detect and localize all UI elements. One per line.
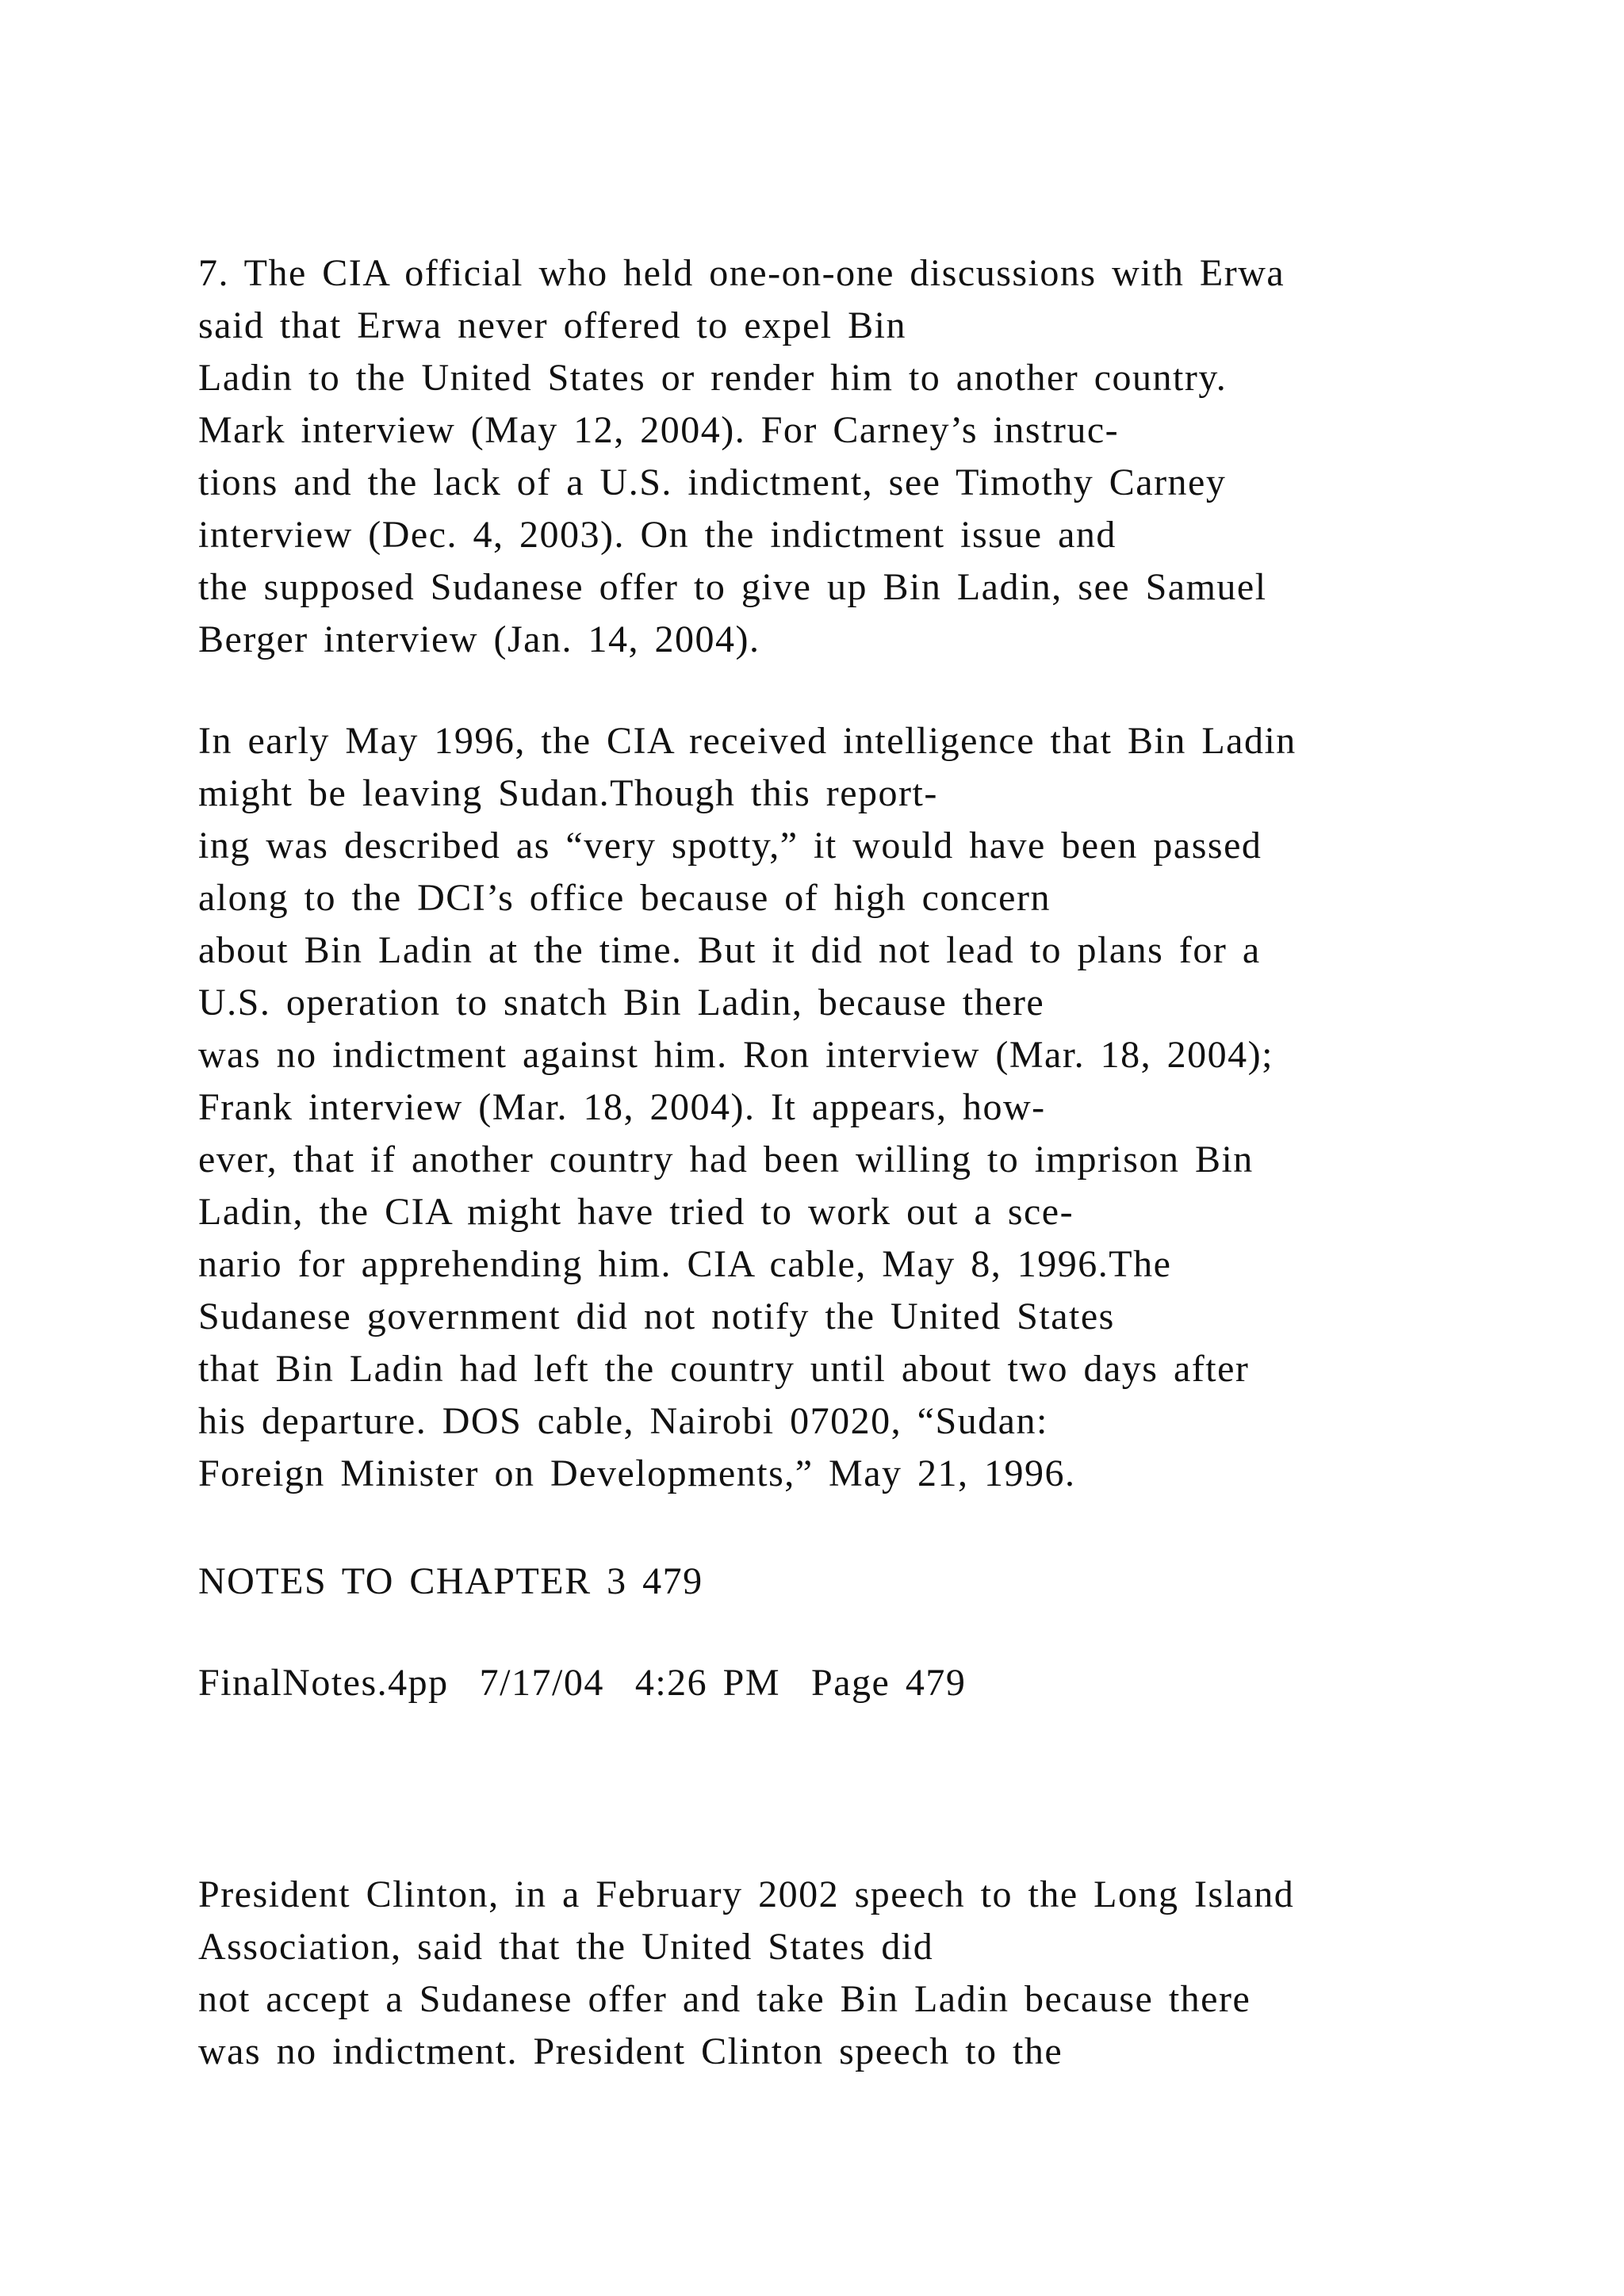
text-line: Ladin, the CIA might have tried to work out a sce- — [198, 1191, 1074, 1233]
text-line: U.S. operation to snatch Bin Ladin, because there — [198, 982, 1045, 1024]
text-line: Berger interview (Jan. 14, 2004). — [198, 618, 760, 660]
text-line: ing was described as “very spotty,” it would have been passed — [198, 825, 1262, 867]
text-line: Frank interview (Mar. 18, 2004). It appears, how- — [198, 1086, 1046, 1128]
text-line: his departure. DOS cable, Nairobi 07020, “Sudan: — [198, 1400, 1048, 1442]
text-line: tions and the lack of a U.S. indictment, see Timothy Carney — [198, 461, 1227, 503]
text-line: ever, that if another country had been willing to imprison Bin — [198, 1138, 1254, 1181]
text-line: President Clinton, in a February 2002 speech to the Long Island — [198, 1873, 1295, 1915]
text-line: interview (Dec. 4, 2003). On the indictment issue and — [198, 514, 1116, 556]
note-paragraph-cia-erwa — [198, 247, 1546, 666]
text-line: Foreign Minister on Developments,” May 21, 1996. — [198, 1452, 1076, 1494]
file-footer — [198, 1657, 1546, 1709]
text-line: Association, said that the United States did — [198, 1926, 934, 1968]
text-line: about Bin Ladin at the time. But it did not lead to plans for a — [198, 929, 1261, 971]
chapter-footer-text: NOTES TO CHAPTER 3 479 — [198, 1560, 703, 1602]
text-line: that Bin Ladin had left the country until about two days after — [198, 1348, 1250, 1390]
note-paragraph-may-1996 — [198, 715, 1546, 1500]
text-line: was no indictment. President Clinton speech to the — [198, 2030, 1063, 2072]
text-line: along to the DCI’s office because of high concern — [198, 877, 1051, 919]
text-line: might be leaving Sudan.Though this report- — [198, 772, 938, 814]
text-line: Ladin to the United States or render him to another country. — [198, 357, 1228, 399]
text-line: In early May 1996, the CIA received intelligence that Bin Ladin — [198, 720, 1297, 762]
text-line: not accept a Sudanese offer and take Bin Ladin because there — [198, 1978, 1251, 2020]
text-line: was no indictment against him. Ron interview (Mar. 18, 2004); — [198, 1034, 1274, 1076]
text-line: the supposed Sudanese offer to give up Bin Ladin, see Samuel — [198, 566, 1267, 608]
text-line: nario for apprehending him. CIA cable, May 8, 1996.The — [198, 1243, 1172, 1285]
file-footer-text: FinalNotes.4pp 7/17/04 4:26 PM Page 479 — [198, 1662, 967, 1704]
chapter-footer — [198, 1556, 1546, 1608]
note-paragraph-clinton — [198, 1869, 1546, 2078]
text-line: 7. The CIA official who held one-on-one discussions with Erwa — [198, 252, 1285, 294]
text-line: Mark interview (May 12, 2004). For Carney’s instruc- — [198, 409, 1120, 451]
text-line: Sudanese government did not notify the United States — [198, 1295, 1115, 1337]
text-line: said that Erwa never offered to expel Bin — [198, 304, 906, 346]
